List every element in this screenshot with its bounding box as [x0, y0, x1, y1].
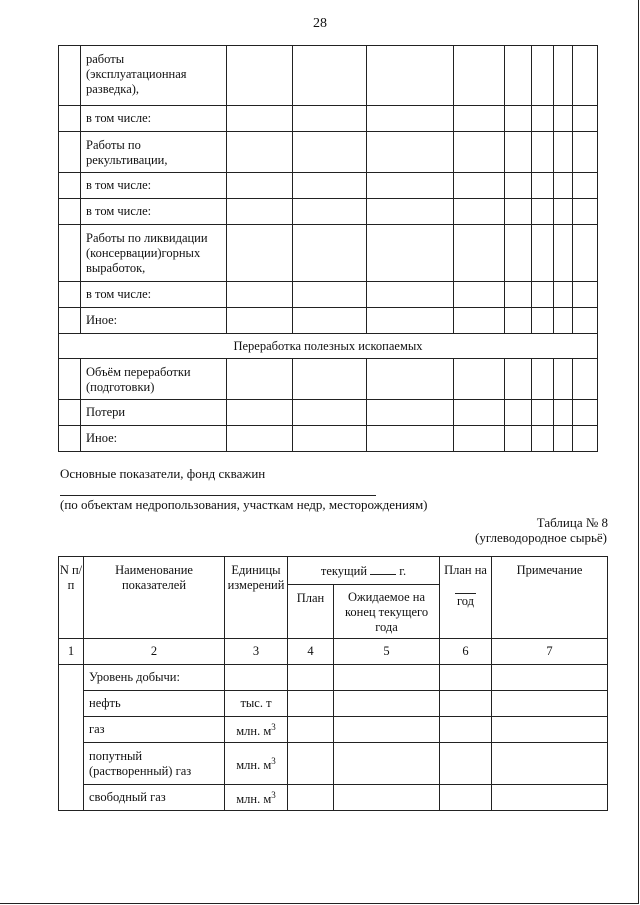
table-row [59, 308, 598, 334]
table-row [59, 691, 608, 717]
header-expected: Ожидаемое на конец текущего года [334, 585, 440, 639]
header-year: год [456, 594, 475, 608]
col-number: 3 [225, 639, 288, 665]
table-row [59, 106, 598, 132]
row-label: Иное: [81, 308, 227, 334]
table-row [59, 717, 608, 743]
year-blank [370, 563, 396, 575]
row-unit: млн. $м^3$ [225, 743, 288, 785]
row-label: свободный газ [84, 785, 225, 811]
header-plan: План [288, 585, 334, 639]
table-sublabel: (углеводородное сырьё) [475, 530, 607, 545]
row-label: Уровень добычи: [84, 665, 225, 691]
hydrocarbon-indicators-table [58, 556, 608, 811]
table-row [59, 225, 598, 282]
col-number: 6 [440, 639, 492, 665]
row-label: в том числе: [81, 282, 227, 308]
row-label: в том числе: [81, 106, 227, 132]
col-number: 4 [288, 639, 334, 665]
table-row [59, 400, 598, 426]
header-note: Примечание [492, 557, 608, 639]
row-label: Работы по ликвидации (консервации)горных выработок, [81, 225, 227, 282]
fill-in-line [60, 495, 376, 496]
row-label: в том числе: [81, 173, 227, 199]
table-row [59, 785, 608, 811]
row-unit: млн. $м^3$ [225, 717, 288, 743]
fill-in-note: (по объектам недропользования, участкам недр, месторождениям) [60, 497, 428, 512]
col-number: 5 [334, 639, 440, 665]
column-number-row [59, 639, 608, 665]
header-plan-on: План на год [440, 557, 492, 639]
table-row [59, 46, 598, 106]
col-number: 7 [492, 639, 608, 665]
header-row [59, 557, 608, 585]
row-label: Потери [81, 400, 227, 426]
row-label: газ [84, 717, 225, 743]
table-row [59, 743, 608, 785]
row-label: попутный (растворенный) газ [84, 743, 225, 785]
section-title: Переработка полезных ископаемых [59, 334, 598, 359]
row-label: Работы по рекультивации, [81, 132, 227, 173]
section-row [59, 334, 598, 359]
row-label: в том числе: [81, 199, 227, 225]
header-current-year: текущий г. [288, 557, 440, 585]
table-row [59, 359, 598, 400]
table-row [59, 199, 598, 225]
row-unit: млн. $м^3$ [225, 785, 288, 811]
row-unit: тыс. т [225, 691, 288, 717]
table-label: Таблица № 8 [536, 515, 608, 530]
section-heading: Основные показатели, фонд скважин [60, 466, 266, 481]
page-number: 28 [313, 16, 327, 31]
table-row [59, 132, 598, 173]
extraction-works-table [58, 45, 598, 452]
table-row [59, 426, 598, 452]
row-label: нефть [84, 691, 225, 717]
row-label: работы (эксплуатационная разведка), [81, 46, 227, 106]
col-number: 1 [59, 639, 84, 665]
header-n: N п/п [59, 557, 84, 639]
header-units: Единицы измерений [225, 557, 288, 639]
row-label: Объём переработки (подготовки) [81, 359, 227, 400]
header-name: Наименование показателей [84, 557, 225, 639]
col-number: 2 [84, 639, 225, 665]
table-row [59, 173, 598, 199]
row-label: Иное: [81, 426, 227, 452]
table-row [59, 282, 598, 308]
table-row [59, 665, 608, 691]
